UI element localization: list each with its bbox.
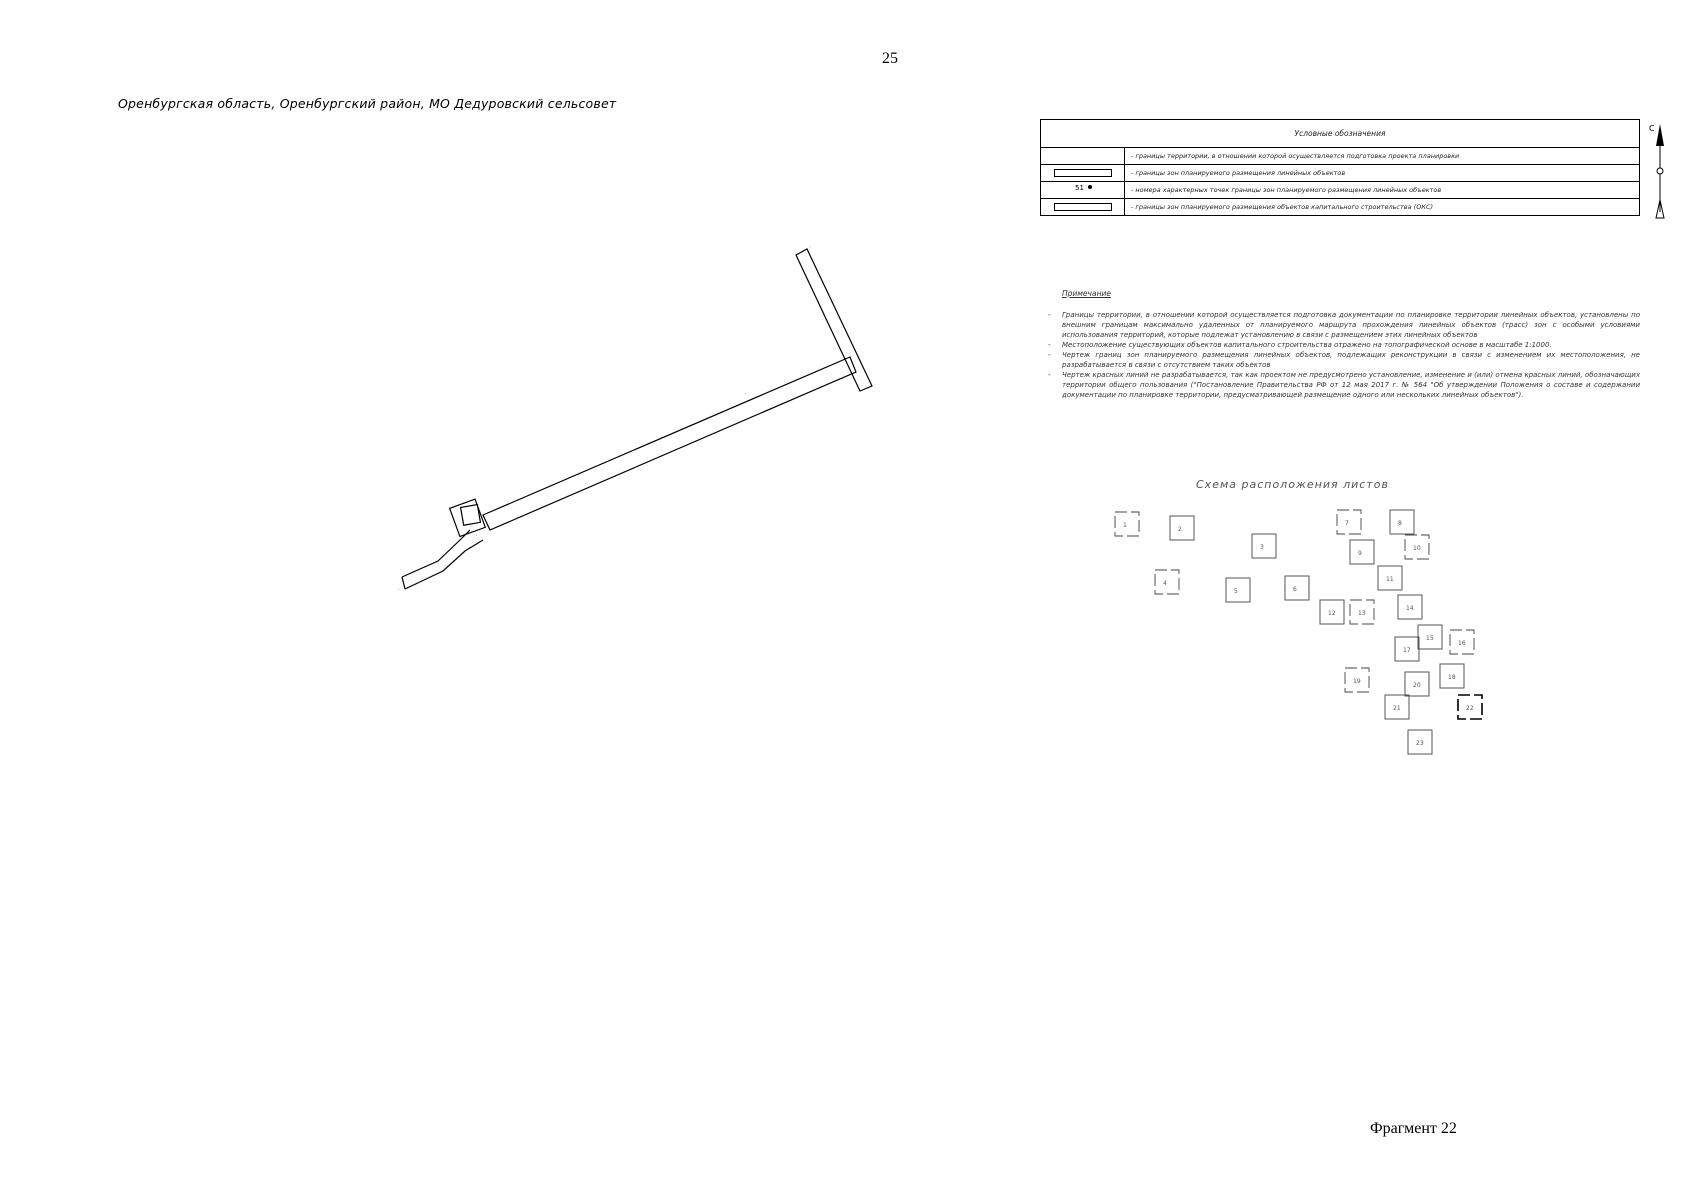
sheet-box xyxy=(1458,695,1482,719)
sheet-box xyxy=(1226,578,1250,602)
sheet-label: 20 xyxy=(1413,682,1421,689)
sheet-label: 9 xyxy=(1358,550,1362,557)
sheet-label: 3 xyxy=(1260,544,1264,551)
sheet-box xyxy=(1285,576,1309,600)
legend-text: - номера характерных точек границы зон планируемого размещения линейных объектов xyxy=(1131,186,1442,194)
region-title: Оренбургская область, Оренбургский район, МО Дедуровский сельсовет xyxy=(118,96,617,111)
sheet-label: 2 xyxy=(1178,526,1182,533)
svg-text:·: · xyxy=(585,482,587,487)
legend-point-label: 51 xyxy=(1075,184,1084,192)
sheet-box xyxy=(1350,600,1374,624)
sheet-box xyxy=(1408,730,1432,754)
svg-text:·: · xyxy=(470,525,472,530)
sheet-label: 15 xyxy=(1426,635,1434,642)
sheet-label: 8 xyxy=(1398,520,1402,527)
sheet-box xyxy=(1252,534,1276,558)
scheme-title: Схема расположения листов xyxy=(1196,478,1389,491)
sheet-label: 22 xyxy=(1466,705,1474,712)
legend-title: Условные обозначения xyxy=(1041,120,1639,148)
notes-title: Примечание xyxy=(1062,289,1111,298)
sheet-label: 4 xyxy=(1163,580,1167,587)
sheet-label: 23 xyxy=(1416,740,1424,747)
svg-text:·: · xyxy=(476,534,478,539)
sheet-box xyxy=(1398,595,1422,619)
sheet-box xyxy=(1378,566,1402,590)
svg-text:·: · xyxy=(398,588,400,593)
sheet-box xyxy=(1350,540,1374,564)
sheet-box xyxy=(1390,510,1414,534)
sheet-label: 17 xyxy=(1403,647,1411,654)
sheet-label: 19 xyxy=(1353,678,1361,685)
sheet-box xyxy=(1345,668,1369,692)
sheet-box xyxy=(1405,672,1429,696)
sheet-box xyxy=(1155,570,1179,594)
legend-text: - границы зон планируемого размещения линейных объектов xyxy=(1131,169,1346,177)
sheet-label: 13 xyxy=(1358,610,1366,617)
note-item: - Чертеж красных линий не разрабатывается, так как проектом не предусмотрено установление, изменение и (или) отмена красных линий, обозначающих территории общего пользования ("Постановление Правительства РФ от 12 мая 2017 г. № 564 "Об утверждении Положения о составе и содержании документации по планировке территории, предусматривающей размещение одного или нескольких линейных объектов"). xyxy=(1048,370,1640,400)
sheet-label: 12 xyxy=(1328,610,1336,617)
svg-text:·: · xyxy=(745,392,747,397)
sheet-box xyxy=(1385,695,1409,719)
sheet-box xyxy=(1115,512,1139,536)
sheet-label: 6 xyxy=(1293,586,1297,593)
sheet-box xyxy=(1450,630,1474,654)
sheet-label: 11 xyxy=(1386,576,1394,583)
sheet-box xyxy=(1405,535,1429,559)
sheet-box xyxy=(1440,664,1464,688)
legend-text: - границы зон планируемого размещения объектов капитального строительства (ОКС) xyxy=(1131,203,1434,211)
sheet-label: 21 xyxy=(1393,705,1401,712)
page-number: 25 xyxy=(882,50,898,67)
sheet-label: 5 xyxy=(1234,588,1238,595)
sheet-label: 1 xyxy=(1123,522,1127,529)
sheet-box xyxy=(1337,510,1361,534)
sheet-label: 18 xyxy=(1448,674,1456,681)
note-item: - Местоположение существующих объектов капитального строительства отражено на топографической основе в масштабе 1:1000. xyxy=(1048,340,1640,350)
sheet-label: 7 xyxy=(1345,520,1349,527)
north-label: С xyxy=(1649,124,1655,133)
sheet-label: 14 xyxy=(1406,605,1414,612)
sheet-box xyxy=(1170,516,1194,540)
sheet-label: 10 xyxy=(1413,545,1421,552)
sheet-box xyxy=(1320,600,1344,624)
legend-text: - границы территории, в отношении которой осуществляется подготовка проекта планировки xyxy=(1131,152,1460,160)
note-item: - Границы территории, в отношении которой осуществляется подготовка документации по планировке территории линейных объектов, установлены по внешним границам максимально удаленных от планируемого маршрута прохождения линейных объектов (трасс) зон с особыми условиями использования территорий, которые подлежат установлению в связи с размещением этих линейных объектов xyxy=(1048,310,1640,340)
sheet-box xyxy=(1395,637,1419,661)
sheet-box xyxy=(1418,625,1442,649)
note-item: - Чертеж границ зон планируемого размещения линейных объектов, подлежащих реконструкции в связи с изменением их местоположения, не разрабатывается в связи с отсутствием таких объектов xyxy=(1048,350,1640,370)
sheet-label: 16 xyxy=(1458,640,1466,647)
svg-text:·: · xyxy=(810,245,812,250)
fragment-label: Фрагмент 22 xyxy=(1370,1120,1457,1137)
